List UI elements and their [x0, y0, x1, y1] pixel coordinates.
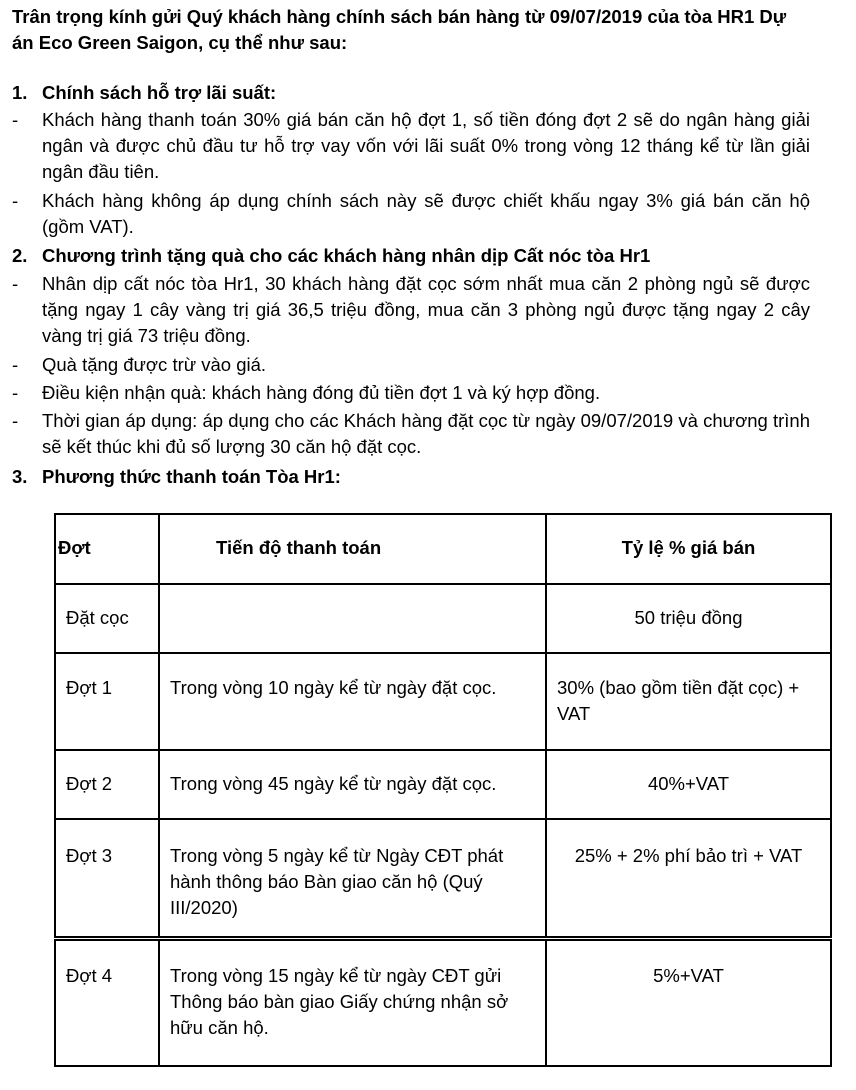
table-cell: Trong vòng 10 ngày kể từ ngày đặt cọc. — [159, 653, 546, 750]
table-header-row — [55, 514, 831, 584]
section-title: Phương thức thanh toán Tòa Hr1: — [42, 466, 341, 487]
payment-table-continuation — [54, 939, 832, 1067]
table-cell: Đợt 3 — [55, 819, 159, 937]
table-cell: 30% (bao gồm tiền đặt cọc) + VAT — [546, 653, 831, 750]
table-cell: Đặt cọc — [55, 584, 159, 653]
list-item — [12, 380, 810, 406]
list-item-text: Thời gian áp dụng: áp dụng cho các Khách hàng đặt cọc từ ngày 09/07/2019 và chương trình sẽ kết thúc khi đủ số lượng 30 căn hộ đặt cọc. — [42, 410, 810, 457]
section-1-heading — [12, 80, 276, 106]
list-item — [12, 271, 810, 349]
section-number: 1. — [12, 82, 28, 103]
table-cell: 25% + 2% phí bảo trì + VAT — [546, 819, 831, 937]
section-title: Chính sách hỗ trợ lãi suất: — [42, 82, 277, 103]
table-cell: Trong vòng 5 ngày kể từ Ngày CĐT phát hành thông báo Bàn giao căn hộ (Quý III/2020) — [159, 819, 546, 937]
section-title: Chương trình tặng quà cho các khách hàng nhân dịp Cất nóc tòa Hr1 — [42, 245, 651, 266]
table-row — [55, 940, 831, 1066]
bullet-dash: - — [12, 109, 19, 130]
column-header: Tỷ lệ % giá bán — [546, 514, 831, 584]
table-row — [55, 653, 831, 750]
section-3-heading — [12, 464, 341, 490]
list-item — [12, 352, 810, 378]
table-cell: Trong vòng 15 ngày kể từ ngày CĐT gửi Thông báo bàn giao Giấy chứng nhận sở hữu căn hộ. — [159, 940, 546, 1066]
table-cell: 50 triệu đồng — [546, 584, 831, 653]
bullet-dash: - — [12, 354, 19, 375]
table-row — [55, 819, 831, 937]
payment-table — [54, 513, 832, 938]
table-cell: Đợt 2 — [55, 750, 159, 819]
list-item-text: Khách hàng thanh toán 30% giá bán căn hộ đợt 1, số tiền đóng đợt 2 sẽ do ngân hàng giải ngân và được chủ đầu tư hỗ trợ vay vốn với lãi suất 0% trong vòng 12 tháng kể từ lần giải ngân đầu tiên. — [42, 109, 810, 182]
table-cell: Đợt 1 — [55, 653, 159, 750]
bullet-dash: - — [12, 382, 19, 403]
bullet-dash: - — [12, 273, 19, 294]
table-row — [55, 750, 831, 819]
table-cell: 40%+VAT — [546, 750, 831, 819]
section-number: 2. — [12, 245, 28, 266]
list-item-text: Quà tặng được trừ vào giá. — [42, 354, 267, 375]
list-item-text: Nhân dịp cất nóc tòa Hr1, 30 khách hàng đặt cọc sớm nhất mua căn 2 phòng ngủ sẽ được tặng ngay 1 cây vàng trị giá 36,5 triệu đồng, mua căn 3 phòng ngủ được tặng ngay 2 cây vàng trị giá 73 triệu đồng. — [42, 273, 810, 346]
list-item-text: Điều kiện nhận quà: khách hàng đóng đủ tiền đợt 1 và ký hợp đồng. — [42, 382, 601, 403]
bullet-dash: - — [12, 410, 19, 431]
column-header: Tiến độ thanh toán — [159, 514, 546, 584]
table-row — [55, 584, 831, 653]
table-cell: 5%+VAT — [546, 940, 831, 1066]
table-cell — [159, 584, 546, 653]
table-cell: Trong vòng 45 ngày kể từ ngày đặt cọc. — [159, 750, 546, 819]
list-item — [12, 188, 810, 240]
list-item — [12, 107, 810, 185]
section-2-heading — [12, 243, 650, 269]
intro-paragraph: Trân trọng kính gửi Quý khách hàng chính sách bán hàng từ 09/07/2019 của tòa HR1 Dự án Eco Green Saigon, cụ thể như sau: — [12, 6, 787, 53]
bullet-dash: - — [12, 190, 19, 211]
section-number: 3. — [12, 466, 28, 487]
table-cell: Đợt 4 — [55, 940, 159, 1066]
list-item — [12, 408, 810, 460]
column-header: Đợt — [55, 514, 159, 584]
list-item-text: Khách hàng không áp dụng chính sách này sẽ được chiết khấu ngay 3% giá bán căn hộ (gồm VAT). — [42, 190, 810, 237]
